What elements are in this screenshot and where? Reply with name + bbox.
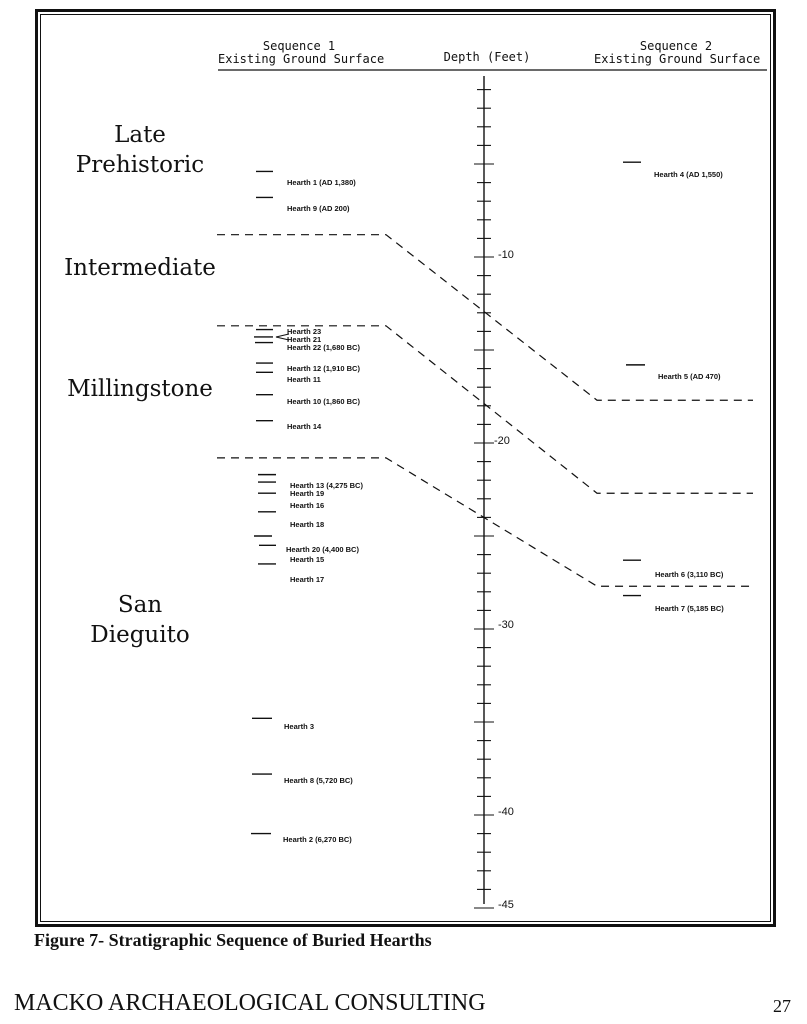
hearth-8-label: Hearth 8 (5,720 BC)	[284, 776, 353, 785]
sequence2-subtitle: Existing Ground Surface	[594, 52, 761, 66]
sequence1-title: Sequence 1	[262, 39, 336, 53]
sequence2-markers	[623, 162, 645, 595]
period-line: Millingstone	[67, 376, 213, 402]
sequence1-markers	[251, 171, 289, 833]
sequence1-subtitle: Existing Ground Surface	[218, 52, 385, 66]
hearth-23-label: Hearth 23	[287, 327, 322, 336]
period-line: Prehistoric	[75, 152, 205, 178]
depth-label-40: -40	[498, 806, 514, 818]
hearth-9-label: Hearth 9 (AD 200)	[287, 204, 350, 213]
page-number: 27	[773, 996, 791, 1016]
hearth-4-label: Hearth 4 (AD 1,550)	[654, 170, 723, 179]
depth-label-10: -10	[498, 249, 514, 261]
hearth-5-label: Hearth 5 (AD 470)	[658, 372, 721, 381]
hearth-15-label: Hearth 15	[290, 555, 325, 564]
period-line: San	[117, 592, 163, 618]
hearth-3-label: Hearth 3	[284, 722, 315, 731]
period-boundaries	[217, 235, 753, 587]
hearth-16-label: Hearth 16	[290, 501, 325, 510]
hearth-2-label: Hearth 2 (6,270 BC)	[283, 835, 352, 844]
hearth-6-label: Hearth 6 (3,110 BC)	[655, 570, 724, 579]
sequence2-title: Sequence 2	[639, 39, 713, 53]
hearth-13-label: Hearth 13 (4,275 BC)	[290, 481, 363, 490]
hearth-18-label: Hearth 18	[290, 520, 325, 529]
period-line: Intermediate	[64, 255, 216, 281]
hearth-12-label: Hearth 12 (1,910 BC)	[287, 364, 360, 373]
hearth-20-label: Hearth 20 (4,400 BC)	[286, 545, 359, 554]
figure-caption: Figure 7- Stratigraphic Sequence of Buried Hearths	[34, 930, 432, 950]
period-line: Dieguito	[90, 622, 190, 648]
hearth-21-label: Hearth 21	[287, 335, 322, 344]
hearth-1-label: Hearth 1 (AD 1,380)	[287, 178, 356, 187]
hearth-22-label: Hearth 22 (1,680 BC)	[287, 343, 360, 352]
depth-axis-title: Depth (Feet)	[443, 50, 531, 64]
footer-organization: MACKO ARCHAEOLOGICAL CONSULTING	[14, 990, 486, 1016]
hearth-11-label: Hearth 11	[287, 375, 321, 384]
hearth-17-label: Hearth 17	[290, 575, 325, 584]
hearth-14-label: Hearth 14	[287, 422, 322, 431]
depth-label-30: -30	[498, 619, 514, 631]
depth-label-45: -45	[498, 899, 514, 911]
hearth-7-label: Hearth 7 (5,185 BC)	[655, 604, 724, 613]
depth-label-20: -20	[494, 435, 510, 447]
period-line: Late	[114, 122, 166, 148]
hearth-10-label: Hearth 10 (1,860 BC)	[287, 397, 360, 406]
hearth-19-label: Hearth 19	[290, 489, 325, 498]
